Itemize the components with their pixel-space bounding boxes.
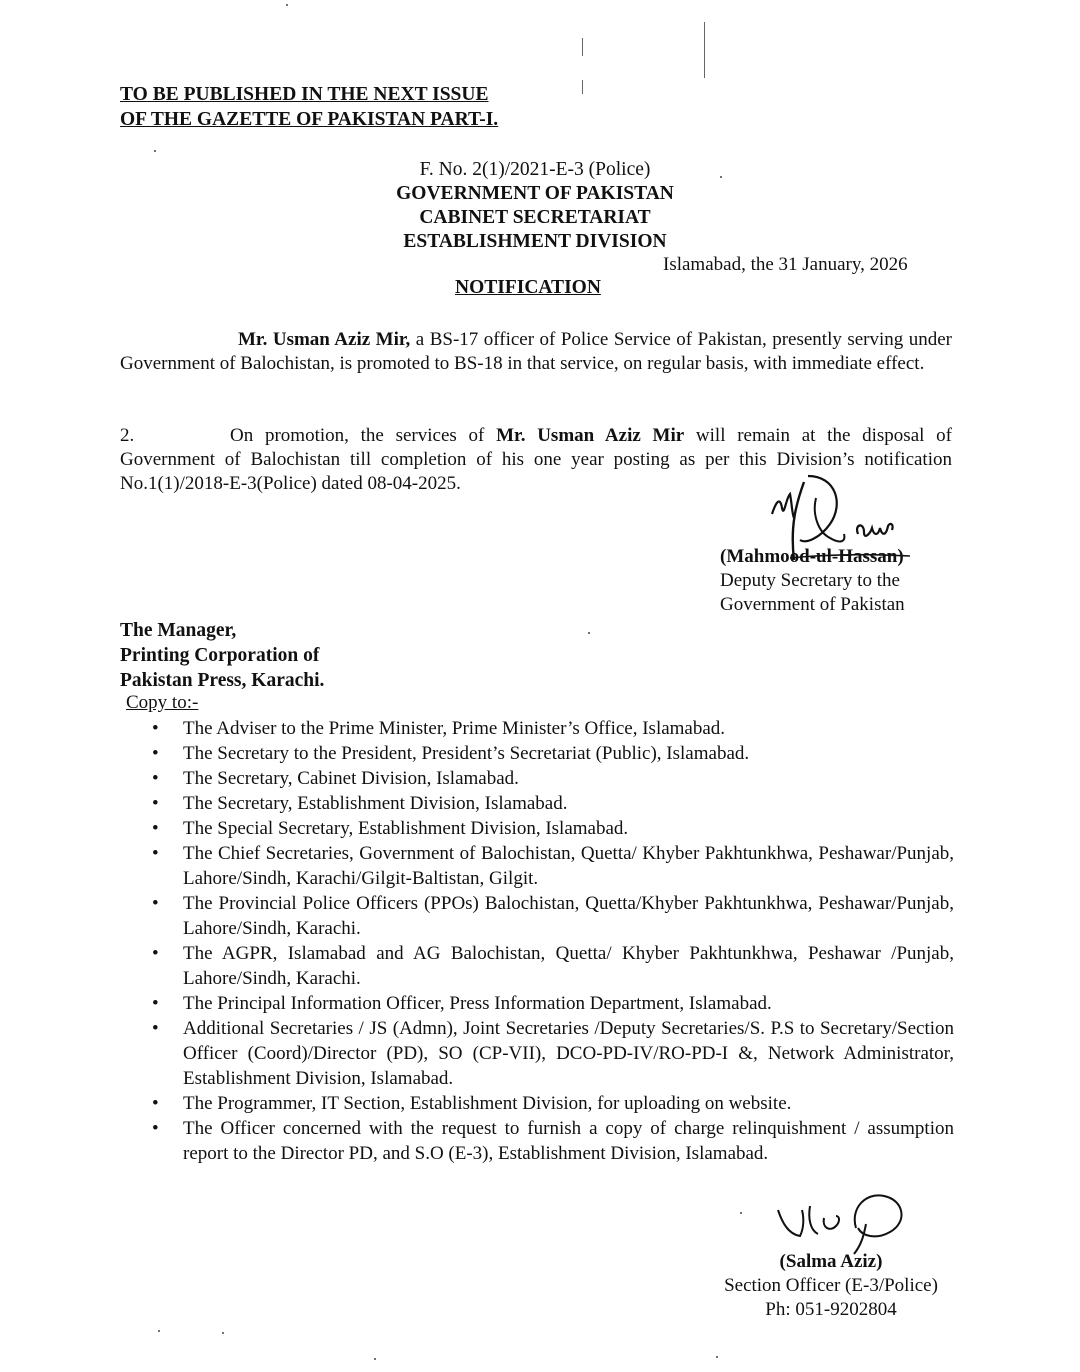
scan-artifact-dot	[716, 1356, 718, 1358]
list-item: • The Secretary, Establishment Division, Islamabad.	[148, 791, 954, 816]
scan-artifact-line	[582, 80, 583, 94]
dateline: Islamabad, the 31 January, 2026	[663, 254, 908, 275]
scan-artifact-line	[704, 22, 705, 78]
paragraph-1	[120, 328, 952, 376]
scan-artifact-dot	[158, 1330, 160, 1332]
paragraph-number: 2.	[120, 425, 135, 446]
list-item: • The Chief Secretaries, Government of Balochistan, Quetta/ Khyber Pakhtunkhwa, Peshawar/Punjab, Lahore/Sindh, Karachi/Gilgit-Baltistan, Gilgit.	[148, 841, 954, 891]
addressee-block	[120, 618, 324, 693]
addressee-line-1: The Manager,	[120, 620, 237, 641]
notification-title: NOTIFICATION	[455, 277, 601, 298]
signatory-1-block	[720, 545, 905, 617]
paragraph-2-text-after: will remain at the disposal of Government of Balochistan till completion of his one year posting as per this Division’s notification No.1(1)/2018-E-3(Police) dated 08-04-2025.	[120, 425, 952, 494]
signatory-2-phone: Ph: 051-9202804	[765, 1299, 897, 1320]
secretariat-name: CABINET SECRETARIAT	[419, 207, 651, 228]
scan-artifact-dot	[222, 1332, 224, 1334]
signatory-2-designation: Section Officer (E-3/Police)	[724, 1275, 938, 1296]
scan-artifact-line	[582, 38, 583, 56]
document-header	[330, 158, 740, 254]
list-item: • The AGPR, Islamabad and AG Balochistan, Quetta/ Khyber Pakhtunkhwa, Peshawar /Punjab, Lahore/Sindh, Karachi.	[148, 941, 954, 991]
file-number: F. No. 2(1)/2021-E-3 (Police)	[419, 159, 651, 180]
government-name: GOVERNMENT OF PAKISTAN	[396, 183, 674, 204]
list-item: • The Adviser to the Prime Minister, Prime Minister’s Office, Islamabad.	[148, 716, 954, 741]
list-item: • The Secretary to the President, President’s Secretariat (Public), Islamabad.	[148, 741, 954, 766]
paragraph-2-text-before: On promotion, the services of	[230, 425, 497, 446]
scan-artifact-dot	[740, 1212, 742, 1214]
scan-artifact-dot	[154, 150, 156, 152]
signature-section-officer	[770, 1188, 920, 1258]
signatory-1-designation: Deputy Secretary to the	[720, 570, 900, 591]
list-item: • The Provincial Police Officers (PPOs) Balochistan, Quetta/Khyber Pakhtunkhwa, Peshawar/Punjab, Lahore/Sindh, Karachi.	[148, 891, 954, 941]
scan-artifact-dot	[374, 1358, 376, 1360]
signatory-1-government: Government of Pakistan	[720, 594, 905, 615]
gazette-line-2: OF THE GAZETTE OF PAKISTAN PART-I.	[120, 109, 499, 130]
officer-name: Mr. Usman Aziz Mir	[496, 425, 685, 446]
scan-artifact-dot	[286, 4, 288, 6]
division-name: ESTABLISHMENT DIVISION	[403, 231, 667, 252]
copy-to-list	[148, 716, 954, 1166]
officer-name: Mr. Usman Aziz Mir,	[238, 329, 411, 350]
addressee-line-3: Pakistan Press, Karachi.	[120, 670, 325, 691]
list-item: • The Officer concerned with the request to furnish a copy of charge relinquishment / assumption report to the Director PD, and S.O (E-3), Establishment Division, Islamabad.	[148, 1116, 954, 1166]
list-item: • Additional Secretaries / JS (Admn), Joint Secretaries /Deputy Secretaries/S. P.S to Secretary/Section Officer (Coord)/Director (PD), SO (CP-VII), DCO-PD-IV/RO-PD-I &, Network Administrator, Establishment Division, Islamabad.	[148, 1016, 954, 1091]
addressee-line-2: Printing Corporation of	[120, 645, 320, 666]
signatory-2-block	[706, 1250, 956, 1322]
list-item: • The Principal Information Officer, Press Information Department, Islamabad.	[148, 991, 954, 1016]
gazette-line-1: TO BE PUBLISHED IN THE NEXT ISSUE	[120, 84, 489, 105]
signatory-1-name: (Mahmood-ul-Hassan)	[720, 546, 904, 567]
scan-artifact-dot	[588, 632, 590, 634]
copy-to-label: Copy to:-	[126, 692, 199, 713]
list-item: • The Secretary, Cabinet Division, Islamabad.	[148, 766, 954, 791]
list-item: • The Programmer, IT Section, Establishment Division, for uploading on website.	[148, 1091, 954, 1116]
paragraph-1-text: a BS-17 officer of Police Service of Pakistan, presently serving under Government of Balochistan, is promoted to BS-18 in that service, on regular basis, with immediate effect.	[120, 329, 953, 374]
signatory-2-name: (Salma Aziz)	[779, 1251, 883, 1272]
gazette-publication-note	[120, 82, 498, 132]
list-item: • The Special Secretary, Establishment Division, Islamabad.	[148, 816, 954, 841]
